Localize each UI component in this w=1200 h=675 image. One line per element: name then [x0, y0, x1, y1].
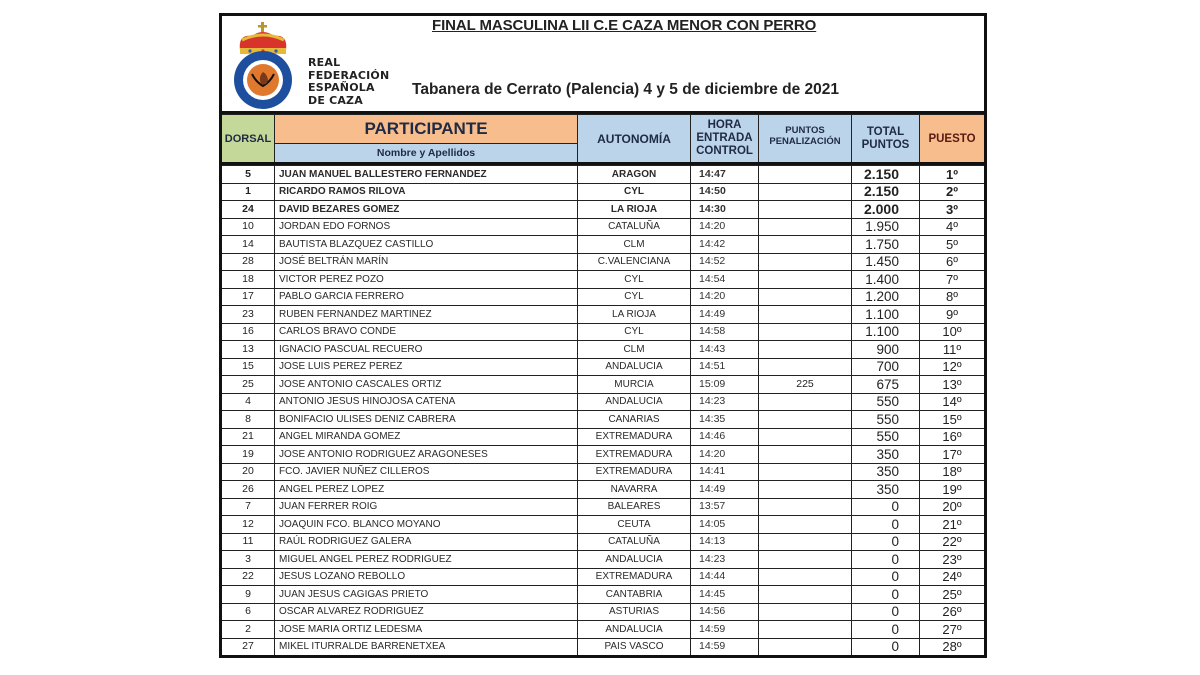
- table-row: [221, 568, 986, 586]
- cell-penalizacion: [759, 236, 852, 254]
- cell-puesto: 25º: [920, 586, 986, 604]
- cell-nombre: JOAQUIN FCO. BLANCO MOYANO: [275, 516, 578, 534]
- document-header: [219, 13, 987, 114]
- cell-total-puntos: 550: [852, 428, 920, 446]
- cell-nombre: JUAN JESUS CAGIGAS PRIETO: [275, 586, 578, 604]
- cell-hora: 14:20: [691, 446, 759, 464]
- cell-hora: 14:23: [691, 551, 759, 569]
- cell-autonomia: EXTREMADURA: [578, 428, 691, 446]
- cell-total-puntos: 2.150: [852, 166, 920, 184]
- cell-autonomia: CLM: [578, 236, 691, 254]
- cell-total-puntos: 0: [852, 621, 920, 639]
- table-row: [221, 253, 986, 271]
- cell-nombre: VICTOR PEREZ POZO: [275, 271, 578, 289]
- cell-autonomia: BALEARES: [578, 498, 691, 516]
- cell-puesto: 19º: [920, 481, 986, 499]
- cell-hora: 14:35: [691, 411, 759, 429]
- cell-hora: 14:05: [691, 516, 759, 534]
- cell-puesto: 7º: [920, 271, 986, 289]
- cell-total-puntos: 550: [852, 411, 920, 429]
- table-row: [221, 376, 986, 394]
- cell-dorsal: 24: [221, 201, 275, 219]
- cell-puesto: 2º: [920, 183, 986, 201]
- results-table-body: [219, 165, 987, 658]
- cell-nombre: JOSE LUIS PEREZ PEREZ: [275, 358, 578, 376]
- table-row: [221, 201, 986, 219]
- cell-hora: 14:59: [691, 638, 759, 657]
- cell-total-puntos: 550: [852, 393, 920, 411]
- table-row: [221, 638, 986, 657]
- cell-puesto: 26º: [920, 603, 986, 621]
- cell-autonomia: CLM: [578, 341, 691, 359]
- cell-total-puntos: 0: [852, 586, 920, 604]
- column-header-line: CONTROL: [696, 145, 753, 157]
- cell-autonomia: EXTREMADURA: [578, 446, 691, 464]
- table-row: [221, 533, 986, 551]
- cell-dorsal: 10: [221, 218, 275, 236]
- cell-total-puntos: 350: [852, 463, 920, 481]
- federation-name-line: FEDERACIÓN: [308, 68, 390, 82]
- cell-penalizacion: [759, 218, 852, 236]
- table-row: [221, 586, 986, 604]
- cell-autonomia: ANDALUCIA: [578, 358, 691, 376]
- cell-hora: 14:56: [691, 603, 759, 621]
- cell-penalizacion: [759, 271, 852, 289]
- cell-dorsal: 6: [221, 603, 275, 621]
- cell-penalizacion: [759, 516, 852, 534]
- column-header-line: PUNTOS: [861, 138, 910, 151]
- table-row: [221, 498, 986, 516]
- cell-nombre: JOSE MARIA ORTIZ LEDESMA: [275, 621, 578, 639]
- cell-penalizacion: [759, 481, 852, 499]
- column-header-dorsal: DORSAL: [221, 115, 275, 164]
- cell-nombre: ANTONIO JESUS HINOJOSA CATENA: [275, 393, 578, 411]
- column-header-line: PENALIZACIÓN: [769, 136, 841, 147]
- cell-autonomia: CATALUÑA: [578, 533, 691, 551]
- cell-penalizacion: [759, 183, 852, 201]
- cell-puesto: 18º: [920, 463, 986, 481]
- cell-nombre: BONIFACIO ULISES DENIZ CABRERA: [275, 411, 578, 429]
- cell-penalizacion: [759, 201, 852, 219]
- cell-autonomia: CYL: [578, 288, 691, 306]
- table-row: [221, 271, 986, 289]
- cell-penalizacion: [759, 306, 852, 324]
- cell-nombre: ANGEL MIRANDA GOMEZ: [275, 428, 578, 446]
- table-row: [221, 306, 986, 324]
- cell-total-puntos: 0: [852, 516, 920, 534]
- cell-hora: 14:46: [691, 428, 759, 446]
- cell-penalizacion: [759, 428, 852, 446]
- table-row: [221, 428, 986, 446]
- cell-puesto: 20º: [920, 498, 986, 516]
- table-row: [221, 166, 986, 184]
- cell-puesto: 21º: [920, 516, 986, 534]
- table-row: [221, 551, 986, 569]
- cell-total-puntos: 675: [852, 376, 920, 394]
- cell-dorsal: 19: [221, 446, 275, 464]
- cell-total-puntos: 900: [852, 341, 920, 359]
- cell-nombre: CARLOS BRAVO CONDE: [275, 323, 578, 341]
- cell-penalizacion: [759, 166, 852, 184]
- cell-nombre: RUBEN FERNANDEZ MARTINEZ: [275, 306, 578, 324]
- cell-dorsal: 5: [221, 166, 275, 184]
- cell-nombre: MIKEL ITURRALDE BARRENETXEA: [275, 638, 578, 657]
- cell-dorsal: 12: [221, 516, 275, 534]
- cell-autonomia: LA RIOJA: [578, 201, 691, 219]
- table-row: [221, 411, 986, 429]
- table-row: [221, 446, 986, 464]
- cell-nombre: DAVID BEZARES GOMEZ: [275, 201, 578, 219]
- column-header-puesto: PUESTO: [920, 115, 986, 164]
- federation-name-line: DE CAZA: [308, 93, 363, 107]
- cell-autonomia: C.VALENCIANA: [578, 253, 691, 271]
- table-row: [221, 463, 986, 481]
- table-row: [221, 341, 986, 359]
- cell-dorsal: 15: [221, 358, 275, 376]
- cell-dorsal: 26: [221, 481, 275, 499]
- cell-autonomia: CANTABRIA: [578, 586, 691, 604]
- cell-nombre: OSCAR ALVAREZ RODRIGUEZ: [275, 603, 578, 621]
- cell-hora: 15:09: [691, 376, 759, 394]
- cell-nombre: JOSÉ BELTRÁN MARÍN: [275, 253, 578, 271]
- cell-puesto: 14º: [920, 393, 986, 411]
- cell-total-puntos: 2.000: [852, 201, 920, 219]
- event-location-date: Tabanera de Cerrato (Palencia) 4 y 5 de diciembre de 2021: [412, 81, 840, 98]
- cell-dorsal: 14: [221, 236, 275, 254]
- cell-hora: 14:23: [691, 393, 759, 411]
- cell-penalizacion: [759, 498, 852, 516]
- federation-name: [308, 57, 389, 107]
- cell-nombre: BAUTISTA BLAZQUEZ CASTILLO: [275, 236, 578, 254]
- table-row: [221, 218, 986, 236]
- cell-penalizacion: [759, 341, 852, 359]
- cell-puesto: 8º: [920, 288, 986, 306]
- cell-puesto: 23º: [920, 551, 986, 569]
- federation-name-line: ESPAÑOLA: [308, 81, 375, 94]
- cell-total-puntos: 1.950: [852, 218, 920, 236]
- cell-nombre: RICARDO RAMOS RILOVA: [275, 183, 578, 201]
- cell-autonomia: EXTREMADURA: [578, 568, 691, 586]
- cell-total-puntos: 1.100: [852, 306, 920, 324]
- cell-hora: 14:20: [691, 218, 759, 236]
- cell-hora: 14:45: [691, 586, 759, 604]
- cell-nombre: MIGUEL ANGEL PEREZ RODRIGUEZ: [275, 551, 578, 569]
- cell-total-puntos: 1.200: [852, 288, 920, 306]
- cell-dorsal: 22: [221, 568, 275, 586]
- cell-nombre: JORDAN EDO FORNOS: [275, 218, 578, 236]
- cell-puesto: 13º: [920, 376, 986, 394]
- cell-dorsal: 17: [221, 288, 275, 306]
- cell-hora: 14:44: [691, 568, 759, 586]
- cell-autonomia: CYL: [578, 183, 691, 201]
- table-row: [221, 236, 986, 254]
- cell-puesto: 9º: [920, 306, 986, 324]
- federation-name-line: REAL: [308, 56, 341, 69]
- cell-penalizacion: 225: [759, 376, 852, 394]
- cell-penalizacion: [759, 323, 852, 341]
- cell-total-puntos: 2.150: [852, 183, 920, 201]
- table-row: [221, 393, 986, 411]
- cell-penalizacion: [759, 551, 852, 569]
- cell-total-puntos: 0: [852, 603, 920, 621]
- cell-penalizacion: [759, 621, 852, 639]
- cell-dorsal: 23: [221, 306, 275, 324]
- cell-dorsal: 11: [221, 533, 275, 551]
- cell-total-puntos: 1.450: [852, 253, 920, 271]
- cell-hora: 14:42: [691, 236, 759, 254]
- cell-penalizacion: [759, 533, 852, 551]
- cell-puesto: 15º: [920, 411, 986, 429]
- cell-dorsal: 16: [221, 323, 275, 341]
- column-header-autonomia: AUTONOMÍA: [578, 115, 691, 164]
- column-header-nombre-apellidos: Nombre y Apellidos: [275, 144, 578, 164]
- cell-puesto: 6º: [920, 253, 986, 271]
- cell-dorsal: 9: [221, 586, 275, 604]
- cell-autonomia: MURCIA: [578, 376, 691, 394]
- cell-puesto: 27º: [920, 621, 986, 639]
- rfec-crest-logo-icon: [230, 20, 296, 112]
- table-row: [221, 516, 986, 534]
- cell-penalizacion: [759, 586, 852, 604]
- cell-penalizacion: [759, 288, 852, 306]
- table-row: [221, 621, 986, 639]
- cell-total-puntos: 350: [852, 481, 920, 499]
- cell-autonomia: ARAGON: [578, 166, 691, 184]
- cell-penalizacion: [759, 253, 852, 271]
- column-header-line: TOTAL: [866, 125, 905, 138]
- cell-dorsal: 2: [221, 621, 275, 639]
- cell-hora: 14:20: [691, 288, 759, 306]
- cell-total-puntos: 1.400: [852, 271, 920, 289]
- page-title: FINAL MASCULINA LII C.E CAZA MENOR CON PERRO: [432, 17, 817, 34]
- cell-dorsal: 13: [221, 341, 275, 359]
- cell-dorsal: 8: [221, 411, 275, 429]
- cell-nombre: ANGEL PEREZ LOPEZ: [275, 481, 578, 499]
- column-header-total-puntos: [852, 115, 920, 164]
- cell-autonomia: CYL: [578, 323, 691, 341]
- cell-puesto: 5º: [920, 236, 986, 254]
- cell-penalizacion: [759, 638, 852, 657]
- cell-hora: 14:51: [691, 358, 759, 376]
- results-sheet: [219, 13, 987, 658]
- cell-dorsal: 27: [221, 638, 275, 657]
- table-row: [221, 603, 986, 621]
- cell-puesto: 28º: [920, 638, 986, 657]
- column-header-line: PUNTOS: [785, 125, 825, 136]
- cell-total-puntos: 1.100: [852, 323, 920, 341]
- table-row: [221, 323, 986, 341]
- cell-puesto: 24º: [920, 568, 986, 586]
- cell-dorsal: 1: [221, 183, 275, 201]
- cell-puesto: 17º: [920, 446, 986, 464]
- cell-autonomia: PAIS VASCO: [578, 638, 691, 657]
- cell-total-puntos: 1.750: [852, 236, 920, 254]
- cell-hora: 14:13: [691, 533, 759, 551]
- cell-autonomia: ASTURIAS: [578, 603, 691, 621]
- cell-total-puntos: 0: [852, 551, 920, 569]
- table-row: [221, 288, 986, 306]
- cell-dorsal: 4: [221, 393, 275, 411]
- cell-puesto: 22º: [920, 533, 986, 551]
- cell-autonomia: NAVARRA: [578, 481, 691, 499]
- cell-puesto: 4º: [920, 218, 986, 236]
- cell-total-puntos: 350: [852, 446, 920, 464]
- cell-hora: 13:57: [691, 498, 759, 516]
- cell-puesto: 16º: [920, 428, 986, 446]
- table-row: [221, 481, 986, 499]
- cell-nombre: JUAN FERRER ROIG: [275, 498, 578, 516]
- cell-autonomia: ANDALUCIA: [578, 551, 691, 569]
- cell-puesto: 3º: [920, 201, 986, 219]
- cell-hora: 14:52: [691, 253, 759, 271]
- cell-hora: 14:58: [691, 323, 759, 341]
- cell-penalizacion: [759, 411, 852, 429]
- cell-nombre: JESUS LOZANO REBOLLO: [275, 568, 578, 586]
- cell-total-puntos: 0: [852, 568, 920, 586]
- cell-hora: 14:30: [691, 201, 759, 219]
- cell-nombre: IGNACIO PASCUAL RECUERO: [275, 341, 578, 359]
- column-header-participante: PARTICIPANTE: [275, 115, 578, 144]
- cell-dorsal: 20: [221, 463, 275, 481]
- cell-nombre: RAÚL RODRIGUEZ GALERA: [275, 533, 578, 551]
- cell-penalizacion: [759, 568, 852, 586]
- cell-dorsal: 25: [221, 376, 275, 394]
- cell-puesto: 1º: [920, 166, 986, 184]
- cell-total-puntos: 0: [852, 533, 920, 551]
- column-header-line: HORA: [707, 119, 742, 131]
- cell-total-puntos: 0: [852, 638, 920, 657]
- cell-autonomia: LA RIOJA: [578, 306, 691, 324]
- cell-hora: 14:59: [691, 621, 759, 639]
- results-table-header: [219, 114, 987, 165]
- cell-autonomia: CANARIAS: [578, 411, 691, 429]
- cell-puesto: 12º: [920, 358, 986, 376]
- cell-autonomia: CEUTA: [578, 516, 691, 534]
- column-header-puntos-penalizacion: [759, 115, 852, 164]
- cell-dorsal: 18: [221, 271, 275, 289]
- cell-autonomia: ANDALUCIA: [578, 393, 691, 411]
- cell-hora: 14:41: [691, 463, 759, 481]
- cell-penalizacion: [759, 358, 852, 376]
- cell-hora: 14:49: [691, 481, 759, 499]
- table-row: [221, 183, 986, 201]
- cell-puesto: 11º: [920, 341, 986, 359]
- cell-nombre: JOSE ANTONIO CASCALES ORTIZ: [275, 376, 578, 394]
- cell-hora: 14:50: [691, 183, 759, 201]
- cell-dorsal: 3: [221, 551, 275, 569]
- cell-hora: 14:54: [691, 271, 759, 289]
- cell-nombre: PABLO GARCIA FERRERO: [275, 288, 578, 306]
- cell-hora: 14:43: [691, 341, 759, 359]
- cell-total-puntos: 700: [852, 358, 920, 376]
- cell-dorsal: 28: [221, 253, 275, 271]
- cell-nombre: FCO. JAVIER NUÑEZ CILLEROS: [275, 463, 578, 481]
- cell-hora: 14:49: [691, 306, 759, 324]
- cell-hora: 14:47: [691, 166, 759, 184]
- cell-penalizacion: [759, 463, 852, 481]
- cell-total-puntos: 0: [852, 498, 920, 516]
- cell-autonomia: EXTREMADURA: [578, 463, 691, 481]
- column-header-hora-entrada-control: [691, 115, 759, 164]
- cell-dorsal: 7: [221, 498, 275, 516]
- cell-penalizacion: [759, 446, 852, 464]
- cell-penalizacion: [759, 603, 852, 621]
- cell-nombre: JUAN MANUEL BALLESTERO FERNANDEZ: [275, 166, 578, 184]
- cell-autonomia: ANDALUCIA: [578, 621, 691, 639]
- cell-penalizacion: [759, 393, 852, 411]
- cell-dorsal: 21: [221, 428, 275, 446]
- column-header-line: ENTRADA: [696, 132, 753, 144]
- cell-autonomia: CYL: [578, 271, 691, 289]
- cell-nombre: JOSE ANTONIO RODRIGUEZ ARAGONESES: [275, 446, 578, 464]
- table-row: [221, 358, 986, 376]
- cell-puesto: 10º: [920, 323, 986, 341]
- cell-autonomia: CATALUÑA: [578, 218, 691, 236]
